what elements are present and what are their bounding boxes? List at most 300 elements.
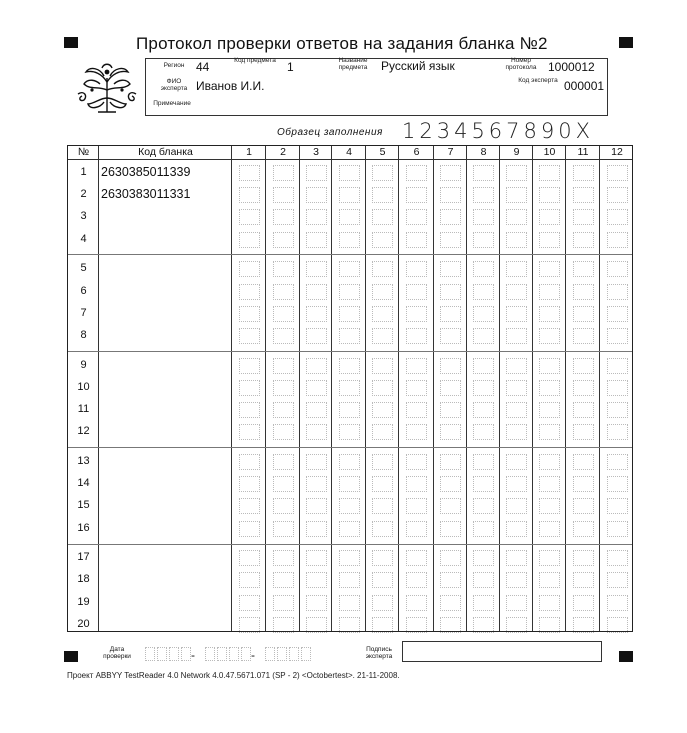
answer-score-cell[interactable] — [440, 261, 461, 277]
answer-score-cell[interactable] — [273, 165, 294, 181]
answer-score-cell[interactable] — [273, 209, 294, 225]
answer-score-cell[interactable] — [573, 261, 594, 277]
answer-score-cell[interactable] — [406, 328, 427, 344]
answer-score-cell[interactable] — [573, 165, 594, 181]
answer-score-cell[interactable] — [339, 209, 360, 225]
answer-score-cell[interactable] — [539, 261, 560, 277]
answer-score-cell[interactable] — [339, 284, 360, 300]
answer-score-cell[interactable] — [406, 306, 427, 322]
answer-score-cell[interactable] — [539, 328, 560, 344]
answer-score-cell[interactable] — [406, 209, 427, 225]
row-number: 14 — [77, 477, 90, 490]
answer-score-cell[interactable] — [440, 187, 461, 203]
project-note: Проект ABBYY TestReader 4.0 Network 4.0.47.5671.071 (SP - 2) <Octobertest>. 21-11-2008. — [67, 671, 400, 680]
answer-score-cell[interactable] — [239, 402, 260, 418]
answer-score-cell[interactable] — [339, 476, 360, 492]
answer-score-cell[interactable] — [306, 617, 327, 633]
answer-score-cell[interactable] — [372, 358, 393, 374]
answer-score-cell[interactable] — [406, 424, 427, 440]
column-divider — [265, 146, 266, 631]
check-date-label: Дата проверки — [103, 646, 131, 660]
answer-score-cell[interactable] — [339, 617, 360, 633]
task-header-8: 8 — [480, 146, 487, 158]
answer-score-cell[interactable] — [473, 284, 494, 300]
answer-score-cell[interactable] — [406, 402, 427, 418]
answer-score-cell[interactable] — [473, 165, 494, 181]
answer-score-cell[interactable] — [372, 306, 393, 322]
answer-score-cell[interactable] — [273, 521, 294, 537]
answer-score-cell[interactable] — [406, 550, 427, 566]
answer-score-cell[interactable] — [539, 498, 560, 514]
answer-score-cell[interactable] — [573, 617, 594, 633]
answer-score-cell[interactable] — [239, 476, 260, 492]
task-header-12: 12 — [611, 146, 623, 158]
answer-score-cell[interactable] — [372, 402, 393, 418]
answer-score-cell[interactable] — [539, 165, 560, 181]
answer-score-cell[interactable] — [372, 595, 393, 611]
answer-score-cell[interactable] — [406, 380, 427, 396]
row-number: 9 — [80, 358, 87, 371]
protocol-number-label: Номер протокола — [505, 57, 537, 71]
answer-score-cell[interactable] — [473, 328, 494, 344]
answer-score-cell[interactable] — [506, 617, 527, 633]
answer-score-cell[interactable] — [607, 550, 628, 566]
answer-score-cell[interactable] — [406, 232, 427, 248]
row-number: 4 — [80, 232, 87, 245]
answer-score-cell[interactable] — [372, 209, 393, 225]
row-number: 10 — [77, 380, 90, 393]
answer-score-cell[interactable] — [506, 209, 527, 225]
answer-score-cell[interactable] — [440, 380, 461, 396]
task-header-2: 2 — [280, 146, 286, 158]
answer-score-cell[interactable] — [406, 165, 427, 181]
answer-score-cell[interactable] — [406, 261, 427, 277]
answer-score-cell[interactable] — [440, 498, 461, 514]
answer-score-cell[interactable] — [339, 380, 360, 396]
answer-score-cell[interactable] — [573, 232, 594, 248]
answer-score-cell[interactable] — [273, 380, 294, 396]
answer-score-cell[interactable] — [539, 284, 560, 300]
answer-score-cell[interactable] — [339, 454, 360, 470]
answer-score-cell[interactable] — [607, 328, 628, 344]
column-divider — [398, 146, 399, 631]
answer-score-cell[interactable] — [239, 572, 260, 588]
answer-score-cell[interactable] — [573, 187, 594, 203]
answer-score-cell[interactable] — [573, 476, 594, 492]
answer-score-cell[interactable] — [607, 476, 628, 492]
answer-score-cell[interactable] — [607, 521, 628, 537]
row-number: 12 — [77, 425, 90, 438]
answer-score-cell[interactable] — [539, 358, 560, 374]
answer-score-cell[interactable] — [573, 306, 594, 322]
answer-score-cell[interactable] — [306, 476, 327, 492]
answer-score-cell[interactable] — [339, 261, 360, 277]
answer-score-cell[interactable] — [607, 572, 628, 588]
check-date-digit-box[interactable] — [181, 647, 191, 661]
answer-score-cell[interactable] — [539, 402, 560, 418]
expert-signature-box[interactable] — [402, 641, 602, 662]
answer-score-cell[interactable] — [239, 209, 260, 225]
answer-score-cell[interactable] — [473, 521, 494, 537]
answer-score-cell[interactable] — [406, 454, 427, 470]
answer-score-cell[interactable] — [372, 498, 393, 514]
answer-score-cell[interactable] — [306, 358, 327, 374]
answer-score-cell[interactable] — [440, 550, 461, 566]
answer-score-cell[interactable] — [273, 328, 294, 344]
answer-score-cell[interactable] — [406, 284, 427, 300]
answer-score-cell[interactable] — [406, 521, 427, 537]
answer-score-cell[interactable] — [506, 550, 527, 566]
answer-score-cell[interactable] — [339, 498, 360, 514]
answer-score-cell[interactable] — [539, 380, 560, 396]
answer-score-cell[interactable] — [306, 521, 327, 537]
answer-score-cell[interactable] — [306, 595, 327, 611]
answer-score-cell[interactable] — [573, 498, 594, 514]
check-date-digit-box[interactable] — [277, 647, 287, 661]
form-title: Протокол проверки ответов на задания бланка №2 — [136, 34, 548, 53]
answer-score-cell[interactable] — [306, 424, 327, 440]
answer-score-cell[interactable] — [440, 306, 461, 322]
answer-score-cell[interactable] — [239, 380, 260, 396]
answer-score-cell[interactable] — [306, 550, 327, 566]
answer-score-cell[interactable] — [406, 498, 427, 514]
region-value: 44 — [196, 60, 210, 74]
answer-score-cell[interactable] — [339, 521, 360, 537]
answer-score-cell[interactable] — [473, 550, 494, 566]
answer-score-cell[interactable] — [573, 572, 594, 588]
answer-score-cell[interactable] — [539, 595, 560, 611]
answer-score-cell[interactable] — [440, 232, 461, 248]
answer-score-cell[interactable] — [607, 595, 628, 611]
answer-score-cell[interactable] — [539, 209, 560, 225]
answer-score-cell[interactable] — [573, 328, 594, 344]
answer-score-cell[interactable] — [506, 476, 527, 492]
answer-score-cell[interactable] — [506, 572, 527, 588]
answer-score-cell[interactable] — [473, 617, 494, 633]
emblem-logo — [74, 60, 140, 114]
column-divider — [532, 146, 533, 631]
answer-score-cell[interactable] — [239, 306, 260, 322]
answer-score-cell[interactable] — [339, 306, 360, 322]
answer-score-cell[interactable] — [473, 380, 494, 396]
check-date-digit-box[interactable] — [265, 647, 275, 661]
answer-score-cell[interactable] — [607, 617, 628, 633]
answer-score-cell[interactable] — [306, 454, 327, 470]
answer-score-cell[interactable] — [607, 454, 628, 470]
answer-score-cell[interactable] — [406, 617, 427, 633]
subject-name-value: Русский язык — [381, 59, 455, 73]
column-divider — [499, 146, 500, 631]
answer-score-cell[interactable] — [473, 454, 494, 470]
task-header-7: 7 — [447, 146, 454, 158]
answer-score-cell[interactable] — [573, 521, 594, 537]
answer-score-cell[interactable] — [440, 521, 461, 537]
answer-score-cell[interactable] — [372, 380, 393, 396]
answer-score-cell[interactable] — [339, 550, 360, 566]
answer-score-cell[interactable] — [372, 550, 393, 566]
answer-score-cell[interactable] — [273, 572, 294, 588]
answer-score-cell[interactable] — [539, 617, 560, 633]
blank-code-value: 2630383011331 — [101, 187, 191, 202]
answer-score-cell[interactable] — [273, 358, 294, 374]
task-header-3: 3 — [313, 146, 319, 158]
answer-score-cell[interactable] — [473, 209, 494, 225]
row-number: 6 — [80, 284, 87, 297]
answer-score-cell[interactable] — [306, 232, 327, 248]
answer-score-cell[interactable] — [306, 165, 327, 181]
answer-score-cell[interactable] — [239, 165, 260, 181]
answer-score-cell[interactable] — [607, 165, 628, 181]
expert-signature-label: Подпись эксперта — [365, 646, 393, 660]
answer-score-cell[interactable] — [607, 402, 628, 418]
answer-score-cell[interactable] — [539, 187, 560, 203]
answer-score-cell[interactable] — [506, 595, 527, 611]
answer-score-cell[interactable] — [372, 572, 393, 588]
answer-score-cell[interactable] — [339, 572, 360, 588]
answer-score-cell[interactable] — [306, 498, 327, 514]
answer-score-cell[interactable] — [406, 572, 427, 588]
answer-score-cell[interactable] — [239, 521, 260, 537]
answer-score-cell[interactable] — [607, 380, 628, 396]
check-date-digit-box[interactable] — [157, 647, 167, 661]
answer-score-cell[interactable] — [406, 187, 427, 203]
note-label: Примечание — [153, 100, 191, 107]
answer-score-cell[interactable] — [607, 284, 628, 300]
answer-score-cell[interactable] — [506, 165, 527, 181]
answer-score-cell[interactable] — [440, 454, 461, 470]
protocol-number-value: 1000012 — [548, 60, 595, 74]
answer-score-cell[interactable] — [306, 402, 327, 418]
answer-score-cell[interactable] — [573, 454, 594, 470]
answer-score-cell[interactable] — [440, 572, 461, 588]
answer-score-cell[interactable] — [372, 165, 393, 181]
row-number: 2 — [80, 188, 87, 201]
expert-name-label: ФИО эксперта — [160, 78, 188, 92]
answer-score-cell[interactable] — [239, 454, 260, 470]
answer-score-cell[interactable] — [273, 476, 294, 492]
answer-score-cell[interactable] — [539, 521, 560, 537]
answer-score-cell[interactable] — [273, 306, 294, 322]
answer-score-cell[interactable] — [306, 261, 327, 277]
answer-score-cell[interactable] — [473, 595, 494, 611]
answer-score-cell[interactable] — [506, 187, 527, 203]
answer-score-cell[interactable] — [506, 380, 527, 396]
answer-score-cell[interactable] — [473, 187, 494, 203]
answer-score-cell[interactable] — [339, 232, 360, 248]
registration-marker-top-right — [619, 37, 633, 48]
check-date-digit-box[interactable] — [289, 647, 299, 661]
answer-score-cell[interactable] — [573, 209, 594, 225]
answer-score-cell[interactable] — [539, 306, 560, 322]
check-date-digit-box[interactable] — [205, 647, 215, 661]
column-divider — [231, 146, 232, 631]
answer-score-cell[interactable] — [473, 572, 494, 588]
answer-score-cell[interactable] — [573, 424, 594, 440]
answer-score-cell[interactable] — [506, 306, 527, 322]
answer-score-cell[interactable] — [372, 284, 393, 300]
answer-score-cell[interactable] — [372, 476, 393, 492]
row-number: 5 — [80, 262, 87, 275]
answer-score-cell[interactable] — [539, 232, 560, 248]
answer-score-cell[interactable] — [440, 617, 461, 633]
answer-score-cell[interactable] — [506, 232, 527, 248]
answer-score-cell[interactable] — [372, 617, 393, 633]
registration-marker-bottom-right — [619, 651, 633, 662]
answer-score-cell[interactable] — [473, 306, 494, 322]
answer-score-cell[interactable] — [573, 595, 594, 611]
answer-score-cell[interactable] — [440, 165, 461, 181]
row-number: 7 — [80, 306, 87, 319]
answer-score-cell[interactable] — [473, 261, 494, 277]
answer-score-cell[interactable] — [473, 498, 494, 514]
answer-score-cell[interactable] — [306, 572, 327, 588]
answer-score-cell[interactable] — [539, 424, 560, 440]
answer-score-cell[interactable] — [440, 595, 461, 611]
answer-score-cell[interactable] — [440, 284, 461, 300]
answer-score-cell[interactable] — [539, 454, 560, 470]
check-date-digit-box[interactable] — [301, 647, 311, 661]
answer-score-cell[interactable] — [506, 424, 527, 440]
answer-score-cell[interactable] — [306, 328, 327, 344]
answer-score-cell[interactable] — [573, 380, 594, 396]
answer-score-cell[interactable] — [607, 358, 628, 374]
answer-score-cell[interactable] — [539, 476, 560, 492]
answer-score-cell[interactable] — [406, 595, 427, 611]
answer-score-cell[interactable] — [506, 328, 527, 344]
answer-score-cell[interactable] — [506, 402, 527, 418]
answer-score-cell[interactable] — [306, 209, 327, 225]
answer-score-cell[interactable] — [273, 424, 294, 440]
answer-score-cell[interactable] — [239, 328, 260, 344]
answer-score-cell[interactable] — [573, 358, 594, 374]
answer-score-cell[interactable] — [339, 328, 360, 344]
answer-score-cell[interactable] — [239, 232, 260, 248]
answer-score-cell[interactable] — [406, 476, 427, 492]
answer-score-cell[interactable] — [539, 550, 560, 566]
answer-score-cell[interactable] — [473, 402, 494, 418]
answer-score-cell[interactable] — [273, 261, 294, 277]
answer-score-cell[interactable] — [273, 187, 294, 203]
answer-score-cell[interactable] — [339, 358, 360, 374]
answer-score-cell[interactable] — [607, 209, 628, 225]
answer-score-cell[interactable] — [440, 328, 461, 344]
row-number: 3 — [80, 210, 87, 223]
answer-score-cell[interactable] — [339, 402, 360, 418]
answer-score-cell[interactable] — [372, 454, 393, 470]
answer-score-cell[interactable] — [273, 402, 294, 418]
answer-score-cell[interactable] — [339, 165, 360, 181]
answer-score-cell[interactable] — [607, 498, 628, 514]
answer-score-cell[interactable] — [306, 306, 327, 322]
answer-score-cell[interactable] — [339, 187, 360, 203]
answer-score-cell[interactable] — [273, 595, 294, 611]
answer-score-cell[interactable] — [239, 550, 260, 566]
answer-score-cell[interactable] — [372, 261, 393, 277]
answer-score-cell[interactable] — [607, 232, 628, 248]
answer-score-cell[interactable] — [273, 284, 294, 300]
answer-score-cell[interactable] — [372, 232, 393, 248]
answer-score-cell[interactable] — [607, 261, 628, 277]
answer-score-cell[interactable] — [372, 521, 393, 537]
answer-score-cell[interactable] — [506, 358, 527, 374]
check-date-digit-box[interactable] — [169, 647, 179, 661]
answer-score-cell[interactable] — [607, 306, 628, 322]
answer-score-cell[interactable] — [372, 328, 393, 344]
answer-score-cell[interactable] — [440, 476, 461, 492]
date-separator-1: - — [191, 648, 195, 662]
answer-score-cell[interactable] — [539, 572, 560, 588]
answer-score-cell[interactable] — [406, 358, 427, 374]
header-divider — [68, 159, 632, 160]
answer-score-cell[interactable] — [573, 550, 594, 566]
task-header-11: 11 — [577, 146, 589, 158]
answer-score-cell[interactable] — [273, 498, 294, 514]
answer-score-cell[interactable] — [607, 424, 628, 440]
row-number-header: № — [77, 146, 90, 158]
answer-score-cell[interactable] — [372, 424, 393, 440]
answer-score-cell[interactable] — [239, 595, 260, 611]
answer-score-cell[interactable] — [239, 424, 260, 440]
answer-score-cell[interactable] — [239, 261, 260, 277]
answer-score-cell[interactable] — [506, 521, 527, 537]
answer-score-cell[interactable] — [473, 358, 494, 374]
answer-score-cell[interactable] — [440, 424, 461, 440]
answer-score-cell[interactable] — [239, 498, 260, 514]
answer-score-cell[interactable] — [473, 232, 494, 248]
answer-score-cell[interactable] — [339, 595, 360, 611]
check-date-digit-box[interactable] — [241, 647, 251, 661]
answer-score-cell[interactable] — [273, 617, 294, 633]
row-group-divider — [68, 447, 632, 448]
answer-score-cell[interactable] — [306, 284, 327, 300]
answer-score-cell[interactable] — [607, 187, 628, 203]
answer-score-cell[interactable] — [440, 358, 461, 374]
answer-score-cell[interactable] — [273, 550, 294, 566]
answer-score-cell[interactable] — [239, 358, 260, 374]
answer-score-cell[interactable] — [339, 424, 360, 440]
task-header-9: 9 — [513, 146, 520, 158]
answer-score-cell[interactable] — [273, 454, 294, 470]
answer-score-cell[interactable] — [239, 617, 260, 633]
expert-code-label: Код эксперта — [518, 77, 558, 84]
row-number: 18 — [77, 573, 90, 586]
answer-score-cell[interactable] — [239, 187, 260, 203]
answer-score-cell[interactable] — [506, 498, 527, 514]
answer-score-cell[interactable] — [306, 380, 327, 396]
answer-score-cell[interactable] — [506, 454, 527, 470]
answer-score-cell[interactable] — [440, 402, 461, 418]
answer-score-cell[interactable] — [306, 187, 327, 203]
region-label: Регион — [163, 62, 185, 69]
answer-score-cell[interactable] — [506, 261, 527, 277]
answer-score-cell[interactable] — [273, 232, 294, 248]
answer-score-cell[interactable] — [372, 187, 393, 203]
answer-score-cell[interactable] — [440, 209, 461, 225]
check-date-digit-box[interactable] — [229, 647, 239, 661]
sample-fill-label: Образец заполнения — [277, 127, 383, 138]
row-group-divider — [68, 254, 632, 255]
answer-score-cell[interactable] — [473, 424, 494, 440]
answer-score-cell[interactable] — [573, 402, 594, 418]
answer-score-cell[interactable] — [506, 284, 527, 300]
answer-score-cell[interactable] — [473, 476, 494, 492]
column-divider — [599, 146, 600, 631]
check-date-digit-box[interactable] — [217, 647, 227, 661]
answer-score-cell[interactable] — [573, 284, 594, 300]
column-divider — [433, 146, 434, 631]
check-date-digit-box[interactable] — [145, 647, 155, 661]
answer-score-cell[interactable] — [239, 284, 260, 300]
